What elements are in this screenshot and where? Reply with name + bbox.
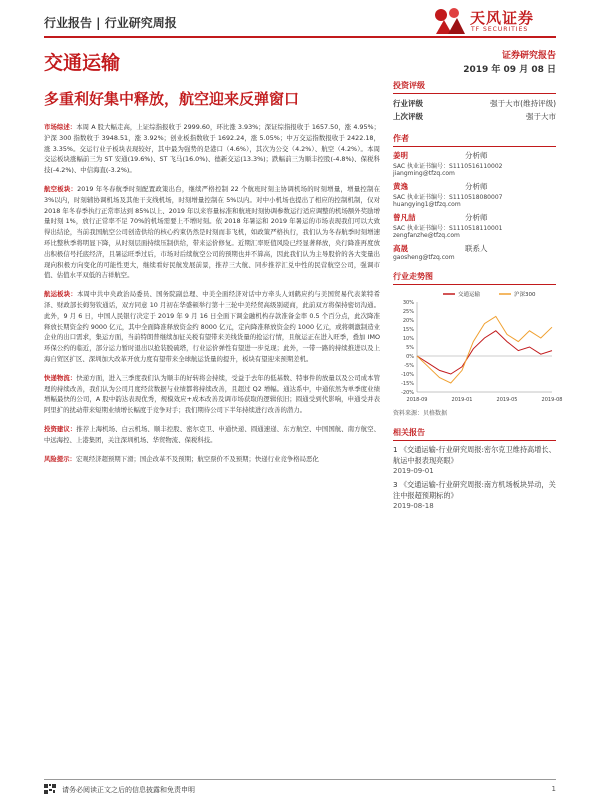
trend-head: 行业走势图 [393, 271, 556, 285]
analyst-card [393, 181, 556, 210]
para-head: 快递物流： [44, 373, 77, 382]
y-tick-label: -10% [401, 372, 414, 378]
analyst-cert: SAC 执业证书编号：S1110516110002 [393, 163, 503, 170]
analyst-role: 联系人 [465, 244, 488, 253]
para-head: 航空板块： [44, 184, 78, 193]
logo-mark-icon [432, 6, 466, 36]
main-body [44, 122, 380, 472]
footer-disclaimer: 请务必阅读正文之后的信息披露和免责申明 [62, 786, 195, 794]
paragraph-express [44, 373, 380, 416]
para-head: 风险提示： [44, 454, 76, 463]
last-rating-label: 上次评级 [393, 112, 423, 121]
para-head: 投资建议： [44, 424, 77, 433]
analyst-card [393, 212, 556, 241]
related-report-title[interactable]: 1 《交通运输-行业研究周报:密尔克卫维持高增长、航运中报表现亮眼》 [393, 445, 556, 465]
company-logo [432, 6, 556, 36]
footer-rule [44, 779, 556, 780]
analyst-email[interactable]: jiangming@tfzq.com [393, 170, 455, 177]
analyst-name: 黄逸 [393, 182, 408, 191]
analyst-role: 分析师 [465, 182, 488, 191]
analyst-card [393, 150, 556, 179]
chart-source: 资料来源：贝格数据 [393, 410, 448, 417]
para-text: 推荐上海机场、白云机场、顺丰控股、密尔克卫、申通快递、圆通速递、东方航空、中国国航、南方航空、中远海控、上港集团，关注深圳机场、华贸物流、保税科技。 [44, 424, 381, 444]
analyst-email[interactable]: huangying1@tfzq.com [393, 201, 461, 208]
x-tick-label: 2019-01 [451, 397, 473, 403]
industry-rating-value: 强于大市(维持评级) [490, 99, 556, 108]
header-rule [44, 36, 556, 38]
analyst-name: 高晟 [393, 244, 408, 253]
y-tick-label: 20% [402, 318, 414, 324]
y-tick-label: 30% [402, 300, 414, 306]
doc-type-label: 行业报告 | 行业研究周报 [44, 16, 177, 30]
paragraph-market [44, 122, 380, 176]
author-head: 作者 [393, 133, 556, 147]
y-tick-label: 10% [402, 336, 414, 342]
analyst-cert: SAC 执业证书编号：S1110518080007 [393, 194, 503, 201]
para-head: 航运板块： [44, 290, 77, 299]
y-tick-label: 15% [402, 327, 414, 333]
related-head: 相关报告 [393, 427, 556, 441]
paragraph-investment [44, 424, 380, 446]
report-date: 2019 年 09 月 08 日 [463, 65, 556, 75]
x-tick-label: 2019-05 [496, 397, 518, 403]
paragraph-aviation [44, 184, 380, 281]
related-report[interactable] [393, 444, 556, 477]
related-report-title[interactable]: 3 《交通运输-行业研究周报:南方机场板块异动，关注中报超预期标的》 [393, 480, 556, 500]
trend-chart-svg [393, 288, 563, 406]
para-text: 本周中共中央政治局委员、国务院副总理、中美全面经济对话中方牵头人刘鹤应约与美国贸易代表莱特希泽、财政部长姆努钦通话，双方同意 10 月初在华盛顿举行第十三轮中美经贸高级别磋商，此前双方将保持密切沟通。此外，9 月 6 日，中国人民银行决定于 2019 年 9 月 16 日全面下调金融机构存款准备金率 0.5 个百分点，此次降准释放长期资金约 9000 亿元，其中全面降准释放资金约 8000 亿元，定向降准释放资金约 1000 亿元，或将刺激制造业企业的出口需求，集运方面，当前特朗普继续加征关税有望带来美线货量的抢运行情，且航运正在进入旺季，叠加 IMO 环保公约的临近，部分运力暂时退出以抢装脱硫塔，行业运价弹性有望进一步兑现；此外，一带一路的持续推进以及上海自贸区扩区、深圳加大改革开放力度有望带来全球航运货量的提升，板块有望迎来预期差机。 [44, 290, 381, 363]
footer-qr-icon [44, 784, 58, 794]
report-kind: 证券研究报告 [501, 51, 556, 61]
rating-head: 投资评级 [393, 80, 556, 94]
legend-label: 交通运输 [458, 292, 481, 298]
sidebar [393, 80, 563, 514]
y-tick-label: 5% [406, 345, 414, 351]
y-tick-label: -5% [404, 363, 414, 369]
industry-title: 交通运输 [44, 52, 121, 74]
analyst-card [393, 243, 556, 263]
paragraph-shipping [44, 289, 380, 365]
series-line-1 [417, 316, 552, 383]
logo-name: 天风证券 [470, 9, 535, 27]
para-text: 宏观经济超预期下滑；国企改革不及预期；航空票价不及预期；快递行业竞争格局恶化 [75, 454, 319, 463]
para-head: 市场综述： [44, 123, 77, 131]
analyst-role: 分析师 [465, 151, 488, 160]
related-report[interactable] [393, 479, 556, 512]
para-text: 2019 年冬春航季时刻配置政策出台，继续严格控制 22 个航班时刻主协调机场的时刻增量，增量控制在 3%以内，时刻辅协调机场及其他干支线机场，时刻增量控制在 5%以内。对中小机场也提出了相应的控制机制，仅对 2018 年冬春季执行正常率达到 85%以上、2019 年以来容量标准和航班时刻协调参数运行适应调整的机场额外奖励增量时刻 1%，放行正常率不足 70%的机场需要上不增时刻。依 2018 年暑运和 2019 年暑运的市场表现我们可以大致得出结论，当前我国航空公司创造供给的核心约束仍然是时刻而非飞机，如政策严格执行，我们认为冬春航季时刻增速环比整秋季将明显下降，从时刻层面持续压制供给，带来运价修复。近期汇率贬值风险已经显著释放，央行降准再度放出积极信号托底经济，且暑运旺季过后，市场对后续航空公司的预期也并不算高，因此我们认为主导股价的各大变量出现向积极方向变化的可能性更大，继续看好民航发展前景，推荐三大航、同步推荐汇兑中性的民营航空公司，强调市值、估值水平双低的吉祥航空。 [44, 184, 380, 280]
y-tick-label: -20% [401, 390, 414, 396]
related-report-date: 2019-08-18 [393, 502, 434, 510]
x-tick-label: 2018-09 [406, 397, 428, 403]
industry-rating-label: 行业评级 [393, 99, 423, 108]
trend-chart [393, 288, 563, 406]
page-number: 1 [551, 785, 556, 793]
analyst-email[interactable]: gaosheng@tfzq.com [393, 254, 455, 261]
analyst-name: 曾凡喆 [393, 213, 416, 222]
related-report-date: 2019-09-01 [393, 467, 434, 475]
series-line-0 [417, 331, 552, 374]
last-rating-value: 强于大市 [526, 112, 556, 121]
last-rating-row [393, 110, 556, 123]
industry-rating-row [393, 97, 556, 110]
legend-label: 沪深300 [514, 292, 536, 298]
analyst-cert: SAC 执业证书编号：S1110518110001 [393, 225, 503, 232]
analyst-email[interactable]: zengfanzhe@tfzq.com [393, 232, 460, 239]
logo-en: TF SECURITIES [471, 26, 529, 33]
y-tick-label: 25% [402, 309, 414, 315]
paragraph-risk [44, 454, 380, 465]
y-tick-label: 0% [406, 354, 414, 360]
analyst-name: 姜明 [393, 151, 408, 160]
para-text: 本周 A 股大幅走高，上证综指报收于 2999.60，环比涨 3.93%；深证综指报收于 1657.50，涨 4.95%；沪深 300 指数收于 3948.51，涨 3.92%；创业板指数收于 1692.24，涨 5.05%；中万交运指数报收于 2422.18，涨 3.35%。交运行业子板块表现较好，其中最为强势的是港口（4.6%），其次为公交（4.2%）、航空（4.2%）。本周交运板块涨幅前三为 ST 安通(19.6%)、ST 飞马(16.0%)、德新交运(13.3%)；跌幅前三为顺丰控股(-4.8%)、保税科技(-4.2%)、中信海直(-3.2%)。 [44, 123, 381, 175]
report-title: 多重利好集中释放，航空迎来反弹窗口 [44, 90, 300, 108]
analyst-role: 分析师 [465, 213, 488, 222]
x-tick-label: 2019-08 [541, 397, 563, 403]
para-text: 快递方面，进入三季度我们认为顺丰的好转将会持续，受益于去年的低基数、特事件的放量以及公司成本管理的持续改善，我们认为公司月度经营数据与业绩都将持续改善，且超过 Q2 增幅。通达系中，中通依然为单季度业绩增幅最快的公司，A 股中韵达表现优秀，规模效应+成本改善及调市场获取的逻辑依旧；圆通受到代影响，申通受并表阿里扩的扰动带来短期业绩增长幅度于竞争对手；我们期待公司下半年持续进行改善的潜力。 [44, 373, 381, 415]
y-tick-label: -15% [401, 381, 414, 387]
